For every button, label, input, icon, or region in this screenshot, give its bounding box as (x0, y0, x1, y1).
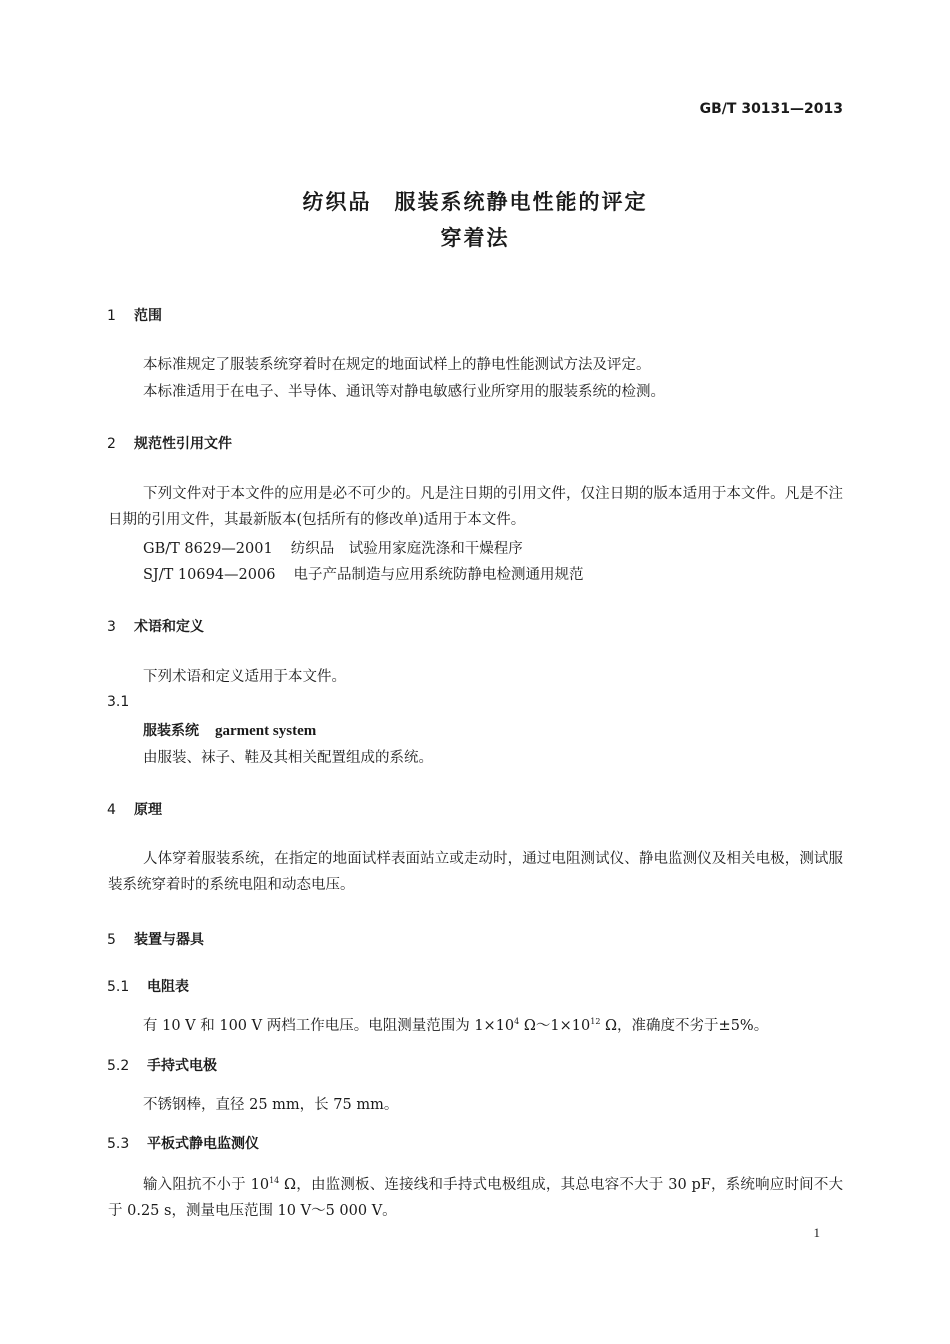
section-number: 5 (107, 932, 116, 948)
section-1-heading (107, 305, 162, 325)
paragraph (108, 1168, 843, 1224)
subsection-number: 5.3 (107, 1136, 130, 1152)
reference-code: SJ/T 10694—2006 (143, 567, 276, 583)
paragraph: 下列文件对于本文件的应用是必不可少的。凡是注日期的引用文件，仅注日期的版本适用于本文件。凡是不注日期的引用文件，其最新版本(包括所有的修改单)适用于本文件。 (108, 486, 843, 528)
subsection-5-3-heading (107, 1133, 259, 1153)
section-title: 规范性引用文件 (134, 436, 232, 452)
section-number: 4 (107, 802, 116, 818)
standard-number: GB/T 30131—2013 (699, 101, 843, 117)
term-english: garment system (215, 723, 317, 739)
section-title: 范围 (134, 308, 162, 324)
paragraph: 人体穿着服装系统，在指定的地面试样表面站立或走动时，通过电阻测试仪、静电监测仪及相关电极，测试服装系统穿着时的系统电阻和动态电压。 (108, 851, 843, 893)
section-2-heading (107, 433, 232, 453)
reference-title: 电子产品制造与应用系统防静电检测通用规范 (293, 567, 584, 583)
superscript: 12 (590, 1017, 601, 1027)
paragraph: 不锈钢棒，直径 25 mm，长 75 mm。 (143, 1097, 399, 1113)
text-run: 输入阻抗不小于 10 (143, 1176, 270, 1193)
reference-title: 纺织品 试验用家庭洗涤和干燥程序 (290, 541, 523, 557)
section-5-heading (107, 929, 204, 949)
text-run: Ω，准确度不劣于±5%。 (600, 1018, 769, 1034)
term-definition: 由服装、袜子、鞋及其相关配置组成的系统。 (143, 750, 433, 766)
section-number: 3 (107, 619, 116, 635)
section-number: 2 (107, 436, 116, 452)
subsection-title: 手持式电极 (147, 1058, 217, 1074)
reference-item (143, 537, 523, 558)
paragraph: 下列术语和定义适用于本文件。 (143, 669, 346, 685)
superscript: 4 (514, 1017, 520, 1027)
section-4-heading (107, 799, 162, 819)
section-title: 装置与器具 (134, 932, 204, 948)
subsection-number: 5.2 (107, 1058, 130, 1074)
subsection-5-1-heading (107, 976, 189, 996)
subsection-5-2-heading (107, 1055, 217, 1075)
text-run: 有 10 V 和 100 V 两档工作电压。电阻测量范围为 1×10 (143, 1018, 515, 1034)
document-title: 纺织品 服装系统静电性能的评定 (302, 190, 648, 214)
reference-code: GB/T 8629—2001 (143, 541, 273, 557)
term-chinese: 服装系统 (143, 723, 199, 739)
document-subtitle: 穿着法 (440, 226, 510, 250)
reference-item (143, 563, 583, 584)
superscript: 14 (269, 1176, 280, 1185)
subsection-number: 3.1 (107, 694, 130, 710)
section-title: 术语和定义 (134, 619, 204, 635)
section-number: 1 (107, 308, 116, 324)
term-entry (143, 720, 316, 740)
text-run: Ω，由监测板、连接线和手持式电极组成，其总电容不大于 30 pF，系统响应时间不大于 0.25 s，测量电压范围 10 V～5 000 V。 (108, 1176, 844, 1219)
page-number: 1 (813, 1225, 820, 1240)
text-run: Ω～1×10 (519, 1018, 591, 1034)
subsection-title: 平板式静电监测仪 (147, 1136, 259, 1152)
subsection-title: 电阻表 (147, 979, 189, 995)
paragraph: 本标准适用于在电子、半导体、通讯等对静电敏感行业所穿用的服装系统的检测。 (143, 384, 665, 400)
paragraph: 本标准规定了服装系统穿着时在规定的地面试样上的静电性能测试方法及评定。 (143, 357, 651, 373)
section-title: 原理 (134, 802, 162, 818)
subsection-number: 5.1 (107, 979, 130, 995)
paragraph (143, 1014, 768, 1035)
section-3-heading (107, 616, 204, 636)
